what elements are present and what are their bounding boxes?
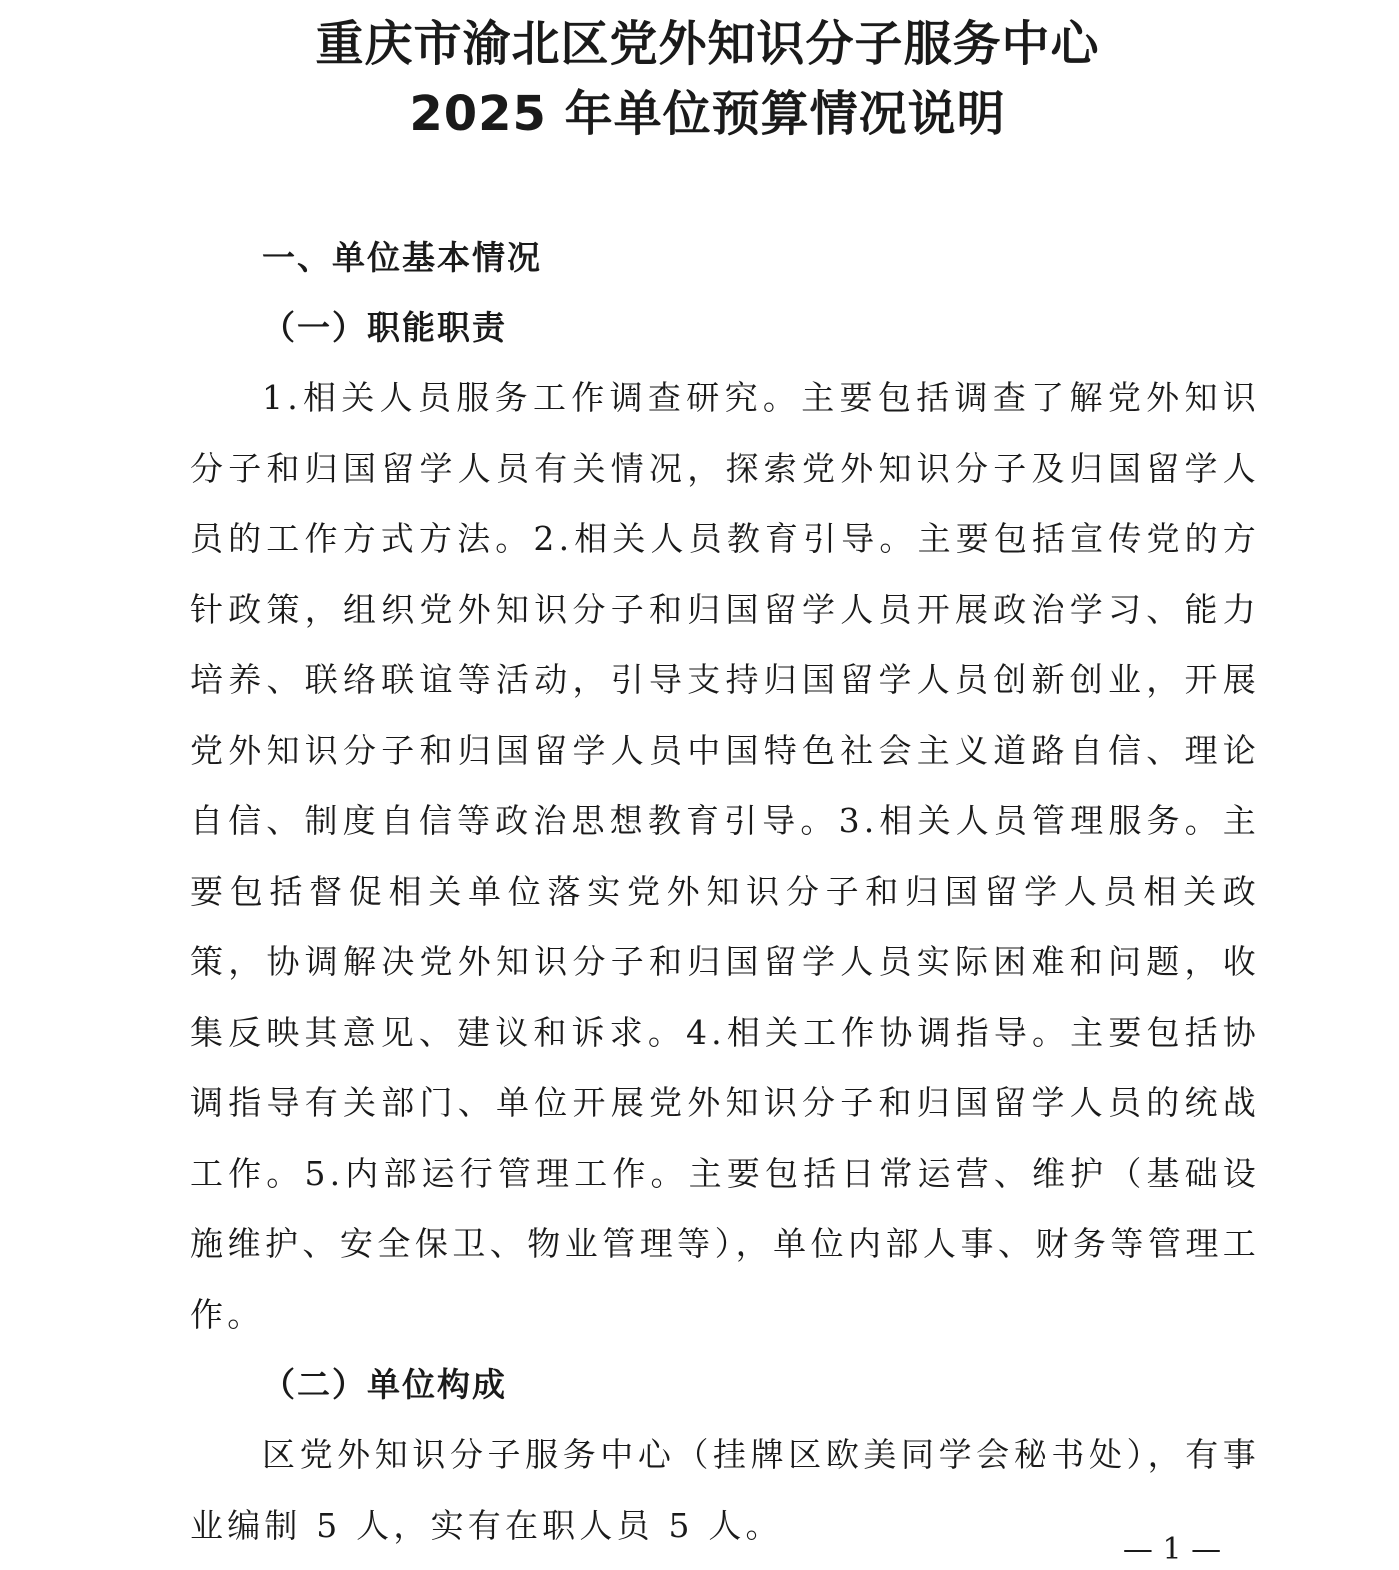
section-heading-basic-info: 一、单位基本情况 <box>262 238 542 277</box>
subsection-heading-functions: （一）职能职责 <box>262 308 507 347</box>
page-number: — 1 — <box>1122 1532 1222 1567</box>
document-title-line-2: 2025 年单位预算情况说明 <box>409 86 1006 142</box>
subsection-heading-composition: （二）单位构成 <box>262 1365 507 1404</box>
document-body <box>190 223 1260 1561</box>
document-title-line-1: 重庆市渝北区党外知识分子服务中心 <box>315 16 1100 72</box>
composition-paragraph: 区党外知识分子服务中心（挂牌区欧美同学会秘书处），有事业编制 5 人，实有在职人员 5 人。 <box>190 1435 1260 1545</box>
functions-paragraph: 1.相关人员服务工作调查研究。主要包括调查了解党外知识分子和归国留学人员有关情况，探索党外知识分子及归国留学人员的工作方式方法。2.相关人员教育引导。主要包括宣传党的方针政策，组织党外知识分子和归国留学人员开展政治学习、能力培养、联络联谊等活动，引导支持归国留学人员创新创业，开展党外知识分子和归国留学人员中国特色社会主义道路自信、理论自信、制度自信等政治思想教育引导。3.相关人员管理服务。主要包括督促相关单位落实党外知识分子和归国留学人员相关政策，协调解决党外知识分子和归国留学人员实际困难和问题，收集反映其意见、建议和诉求。4.相关工作协调指导。主要包括协调指导有关部门、单位开展党外知识分子和归国留学人员的统战工作。5.内部运行管理工作。主要包括日常运营、维护（基础设施维护、安全保卫、物业管理等），单位内部人事、财务等管理工作。 <box>190 378 1260 1334</box>
